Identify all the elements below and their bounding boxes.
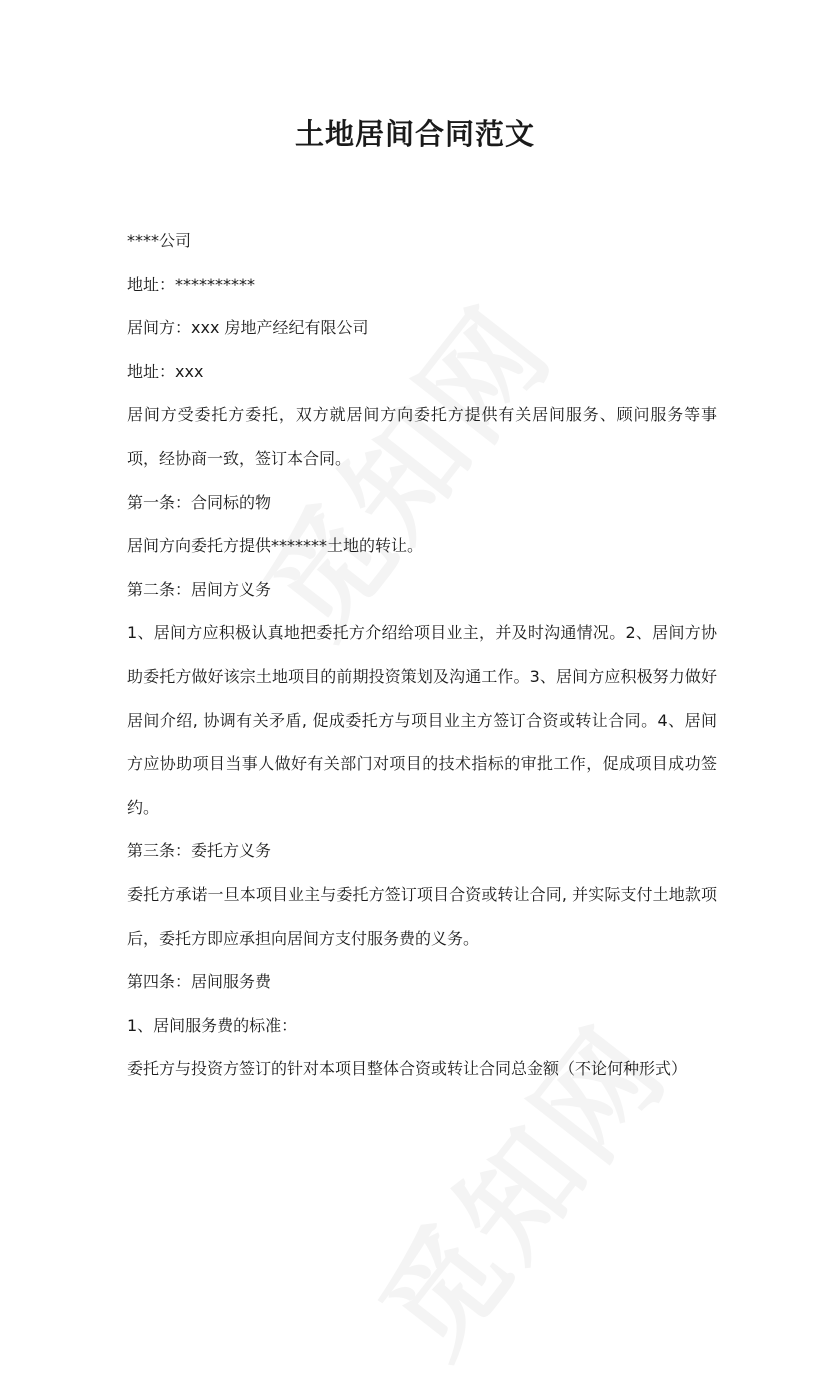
broker-address: 地址：xxx <box>127 361 204 381</box>
body-paragraph: 委托方承诺一旦本项目业主与委托方签订项目合资或转让合同, 并实际支付土地款项后，委托方即应承担向居间方支付服务费的义务。 <box>127 884 717 948</box>
body-paragraph: 1、居间服务费的标准： <box>127 1015 298 1035</box>
article-heading: 第一条：合同标的物 <box>127 492 272 512</box>
article-heading: 第二条：居间方义务 <box>127 579 272 599</box>
body-paragraph: 委托方与投资方签订的针对本项目整体合资或转让合同总金额（不论何种形式） <box>127 1059 688 1079</box>
document-title: 土地居间合同范文 <box>294 117 535 151</box>
body-paragraph: 1、居间方应积极认真地把委托方介绍给项目业主，并及时沟通情况。2、居间方协助委托方做好该宗土地项目的前期投资策划及沟通工作。3、居间方应积极努力做好居间介绍, 协调有关矛盾, 促成委托方与项目业主方签订合资或转让合同。4、居间方应协助项目当事人做好有关部门对项目的技术指标的审批工作，促成项目成功签约。 <box>127 623 717 817</box>
body-paragraph: 居间方向委托方提供*******土地的转让。 <box>127 536 424 556</box>
company-name: ****公司 <box>127 231 192 250</box>
preamble-paragraph: 居间方受委托方委托，双方就居间方向委托方提供有关居间服务、顾问服务等事项，经协商一致，签订本合同。 <box>127 405 717 468</box>
broker-name: 居间方：xxx 房地产经纪有限公司 <box>127 318 369 338</box>
document-body <box>127 219 717 1091</box>
article-heading: 第三条：委托方义务 <box>127 841 272 861</box>
company-address: 地址：********** <box>127 274 256 294</box>
article-heading: 第四条：居间服务费 <box>127 972 272 992</box>
